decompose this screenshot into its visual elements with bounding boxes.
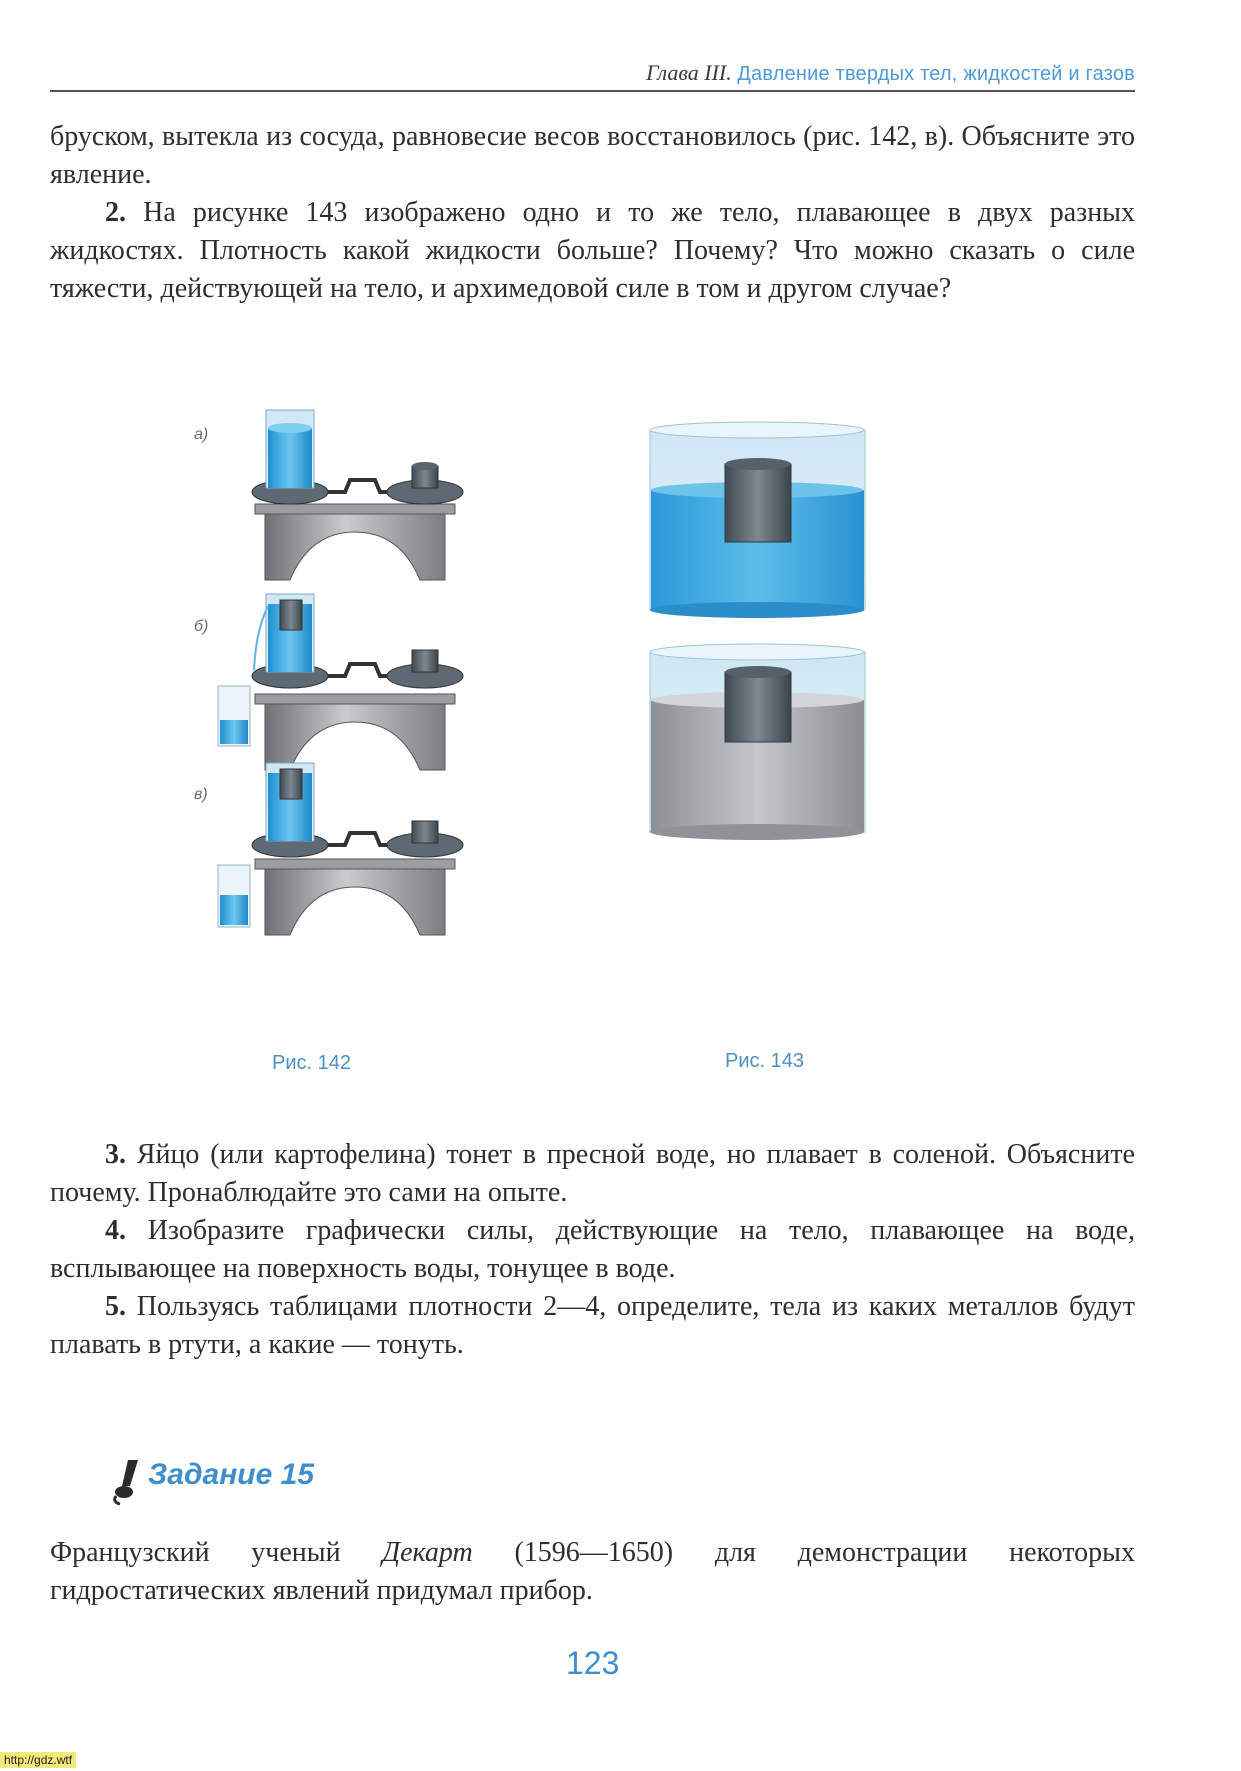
- task-text-post: (1596—1650) для демонстрации некоторых гидростатических явлений придумал прибор.: [50, 1537, 1135, 1606]
- question-5-number: 5.: [105, 1291, 126, 1322]
- question-2-text: На рисунке 143 изображено одно и то же тело, плавающее в двух разных жидкостях. Плотность какой жидкости больше? Почему? Что можно сказать о силе тяжести, действующей на тело, и архимедовой силе в том и другом случае?: [50, 197, 1135, 304]
- header-rule: [50, 90, 1135, 92]
- question-5: [50, 1288, 1135, 1364]
- question-2: [50, 194, 1135, 308]
- question-3-number: 3.: [105, 1139, 126, 1170]
- question-2-number: 2.: [105, 197, 126, 228]
- question-4-number: 4.: [105, 1215, 126, 1246]
- balance-b: [218, 594, 463, 770]
- page-header: [50, 58, 1135, 98]
- task-heading: Задание 15: [148, 1458, 315, 1491]
- pencil-hand-icon: [108, 1456, 146, 1506]
- task-text: [50, 1534, 1135, 1610]
- question-5-text: Пользуясь таблицами плотности 2—4, определите, тела из каких металлов будут плавать в ртути, а какие — тонуть.: [50, 1291, 1135, 1360]
- beaker-gray: [650, 644, 865, 840]
- balance-v: [218, 763, 463, 935]
- question-4: [50, 1212, 1135, 1288]
- question-3-text: Яйцо (или картофелина) тонет в пресной воде, но плавает в соленой. Объясните почему. Пронаблюдайте это сами на опыте.: [50, 1139, 1135, 1208]
- paragraph-continuation: бруском, вытекла из сосуда, равновесие весов восстановилось (рис. 142, в). Объясните это явление.: [50, 121, 1135, 190]
- question-3: [50, 1136, 1135, 1212]
- figure-label-b: б): [194, 618, 209, 635]
- question-4-text: Изобразите графически силы, действующие на тело, плавающее на воде, всплывающее на поверхность воды, тонущее в воде.: [50, 1215, 1135, 1284]
- watermark-link[interactable]: http://gdz.wtf: [0, 1752, 76, 1768]
- figure-label-v: в): [194, 786, 208, 803]
- balance-a: [252, 410, 463, 580]
- task-name-descartes: Декарт: [382, 1537, 473, 1568]
- beaker-blue: [650, 422, 865, 618]
- header-chapter: Глава III.: [646, 60, 732, 85]
- caption-fig-143: Рис. 143: [725, 1050, 804, 1072]
- caption-fig-142: Рис. 142: [272, 1052, 351, 1074]
- figure-illustrations: [180, 400, 980, 1100]
- figures: [180, 400, 980, 1100]
- task-text-pre: Французский ученый: [50, 1537, 383, 1568]
- figure-label-a: а): [194, 426, 209, 443]
- header-title: Давление твердых тел, жидкостей и газов: [737, 63, 1135, 85]
- page-number: 123: [566, 1645, 620, 1681]
- header-text: [646, 60, 1135, 86]
